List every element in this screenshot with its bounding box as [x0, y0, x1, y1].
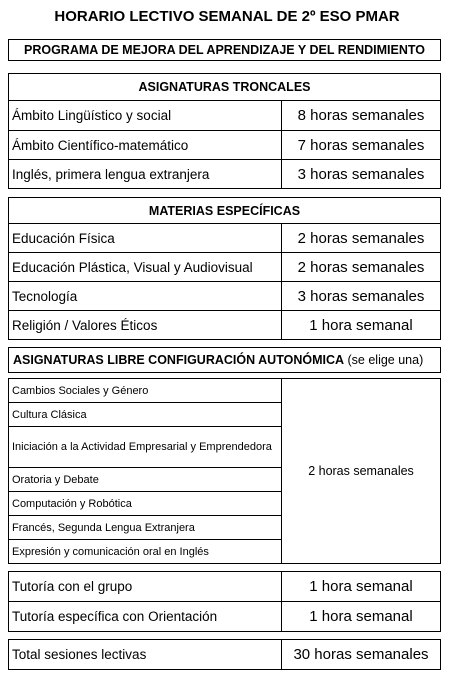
- subject-cell: Tutoría específica con Orientación: [9, 602, 282, 632]
- subject-cell: Inglés, primera lengua extranjera: [9, 160, 282, 189]
- subject-cell: Ámbito Lingüístico y social: [9, 101, 282, 131]
- libre-header: [8, 347, 441, 373]
- total-row: [9, 640, 441, 670]
- subject-cell: Cultura Clásica: [9, 403, 282, 427]
- program-header: PROGRAMA DE MEJORA DEL APRENDIZAJE Y DEL RENDIMIENTO: [8, 39, 441, 61]
- hours-cell: 2 horas semanales: [282, 253, 441, 282]
- libre-header-bold: ASIGNATURAS LIBRE CONFIGURACIÓN AUTONÓMICA: [13, 353, 345, 367]
- libre-hours-cell: 2 horas semanales: [282, 379, 441, 564]
- total-label: Total sesiones lectivas: [9, 640, 282, 670]
- hours-cell: 1 hora semanal: [282, 311, 441, 340]
- subject-cell: Francés, Segunda Lengua Extranjera: [9, 516, 282, 540]
- hours-cell: 2 horas semanales: [282, 224, 441, 253]
- subject-cell: Tutoría con el grupo: [9, 572, 282, 602]
- subject-cell: Cambios Sociales y Género: [9, 379, 282, 403]
- table-row: [9, 572, 441, 602]
- especificas-section: [8, 197, 441, 340]
- hours-cell: 7 horas semanales: [282, 131, 441, 160]
- table-row: [9, 282, 441, 311]
- tutoria-section: [8, 571, 441, 632]
- total-section: [8, 639, 441, 670]
- total-hours: 30 horas semanales: [282, 640, 441, 670]
- table-row: [9, 379, 441, 403]
- subject-cell: Expresión y comunicación oral en Inglés: [9, 540, 282, 564]
- table-row: [9, 131, 441, 160]
- subject-cell: Tecnología: [9, 282, 282, 311]
- hours-cell: 3 horas semanales: [282, 160, 441, 189]
- page-title: HORARIO LECTIVO SEMANAL DE 2º ESO PMAR: [54, 8, 400, 25]
- table-row: [9, 253, 441, 282]
- subject-cell: Religión / Valores Éticos: [9, 311, 282, 340]
- subject-cell: Computación y Robótica: [9, 492, 282, 516]
- subject-cell: Educación Física: [9, 224, 282, 253]
- subject-cell: Educación Plástica, Visual y Audiovisual: [9, 253, 282, 282]
- libre-header-note: (se elige una): [347, 353, 424, 367]
- table-row: [9, 311, 441, 340]
- hours-cell: 3 horas semanales: [282, 282, 441, 311]
- hours-cell: 8 horas semanales: [282, 101, 441, 131]
- libre-section: [8, 378, 441, 564]
- table-row: [9, 160, 441, 189]
- table-row: [9, 602, 441, 632]
- troncales-section: [8, 73, 441, 189]
- table-row: [9, 224, 441, 253]
- troncales-header: ASIGNATURAS TRONCALES: [9, 74, 441, 101]
- table-row: [9, 101, 441, 131]
- especificas-header: MATERIAS ESPECÍFICAS: [9, 198, 441, 224]
- subject-cell: Iniciación a la Actividad Empresarial y Emprendedora: [9, 427, 282, 468]
- subject-cell: Ámbito Científico-matemático: [9, 131, 282, 160]
- subject-cell: Oratoria y Debate: [9, 468, 282, 492]
- hours-cell: 1 hora semanal: [282, 602, 441, 632]
- hours-cell: 1 hora semanal: [282, 572, 441, 602]
